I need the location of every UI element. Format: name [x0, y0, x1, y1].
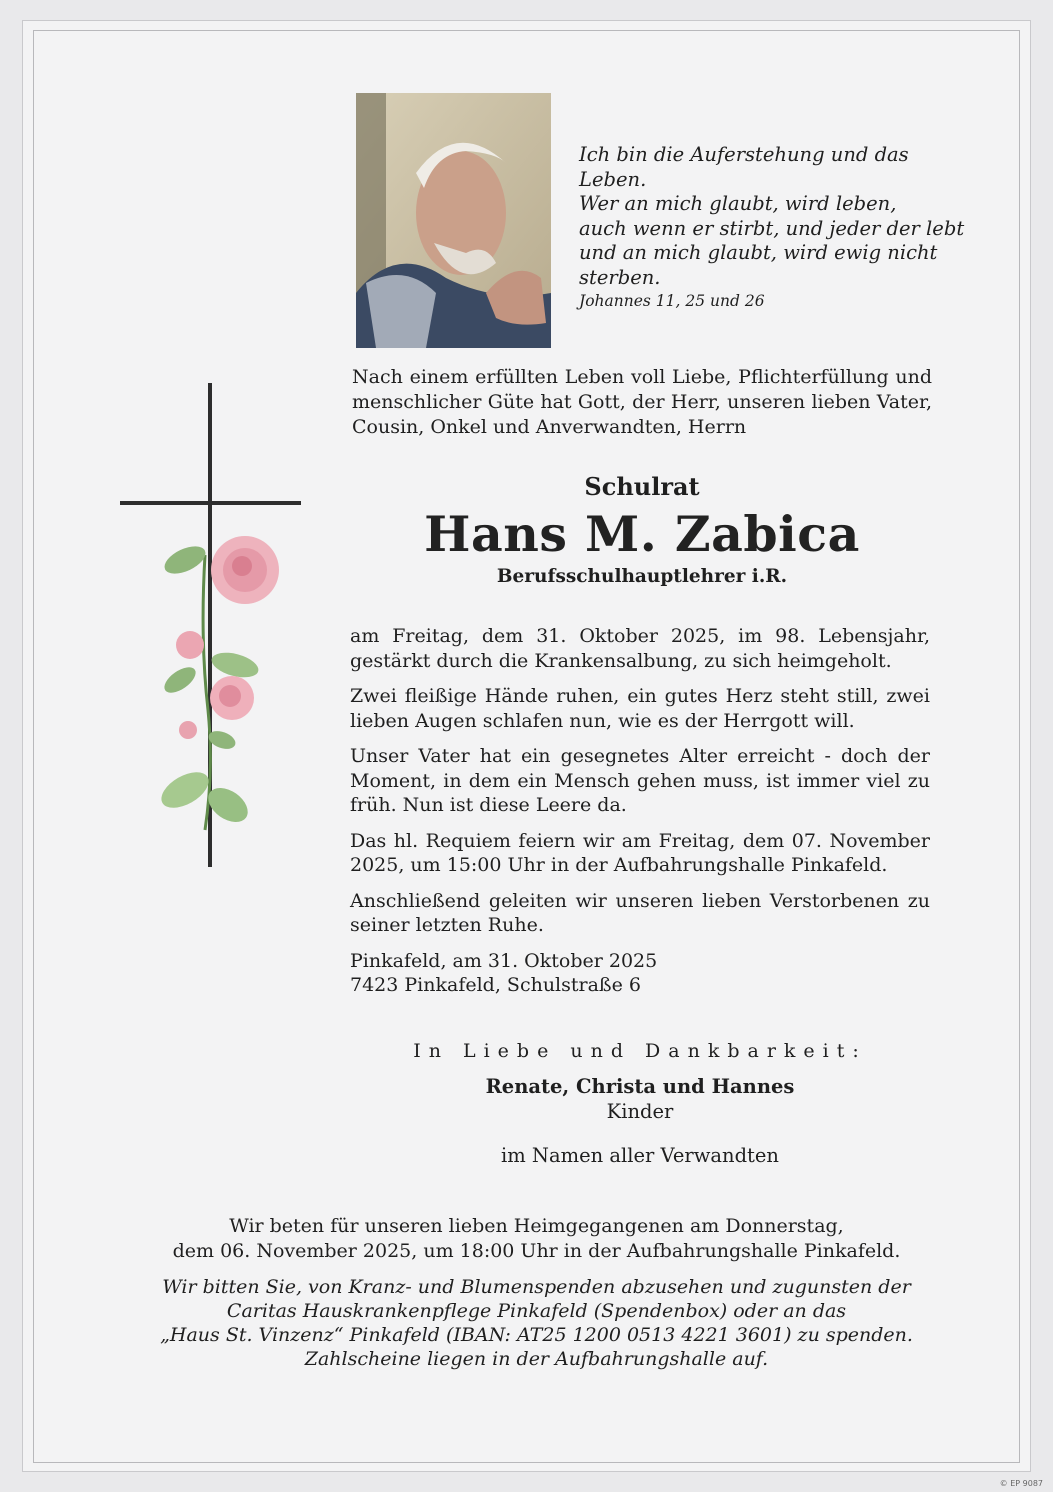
bible-verse: [579, 143, 979, 312]
body-paragraph: Unser Vater hat ein gesegnetes Alter erreicht - doch der Moment, in dem ein Mensch gehen muss, ist immer viel zu früh. Nun ist diese Leere da.: [350, 745, 930, 816]
cross-with-roses-icon: [110, 380, 310, 875]
verse-line: sterben.: [579, 265, 661, 289]
mourners-others: im Namen aller Verwandten: [500, 1144, 779, 1167]
donation-line: Caritas Hauskrankenpflege Pinkafeld (Spendenbox) oder an das: [226, 1300, 847, 1322]
deceased-name: Hans M. Zabica: [424, 505, 860, 563]
deceased-profession: Berufsschulhauptlehrer i.R.: [496, 566, 788, 587]
mourners-heading: In Liebe und Dankbarkeit:: [413, 1040, 867, 1062]
donation-line: „Haus St. Vinzenz“ Pinkafeld (IBAN: AT25 1200 0513 4221 3601) zu spenden.: [160, 1324, 913, 1346]
verse-line: und an mich glaubt, wird ewig nicht: [579, 241, 938, 264]
portrait-photo: [356, 93, 551, 348]
print-code: © EP 9087: [999, 1479, 1043, 1488]
donation-line: Zahlscheine liegen in der Aufbahrungshalle auf.: [304, 1348, 769, 1370]
body-paragraph: am Freitag, dem 31. Oktober 2025, im 98. Lebensjahr, gestärkt durch die Krankensalbung, zu sich heimgeholt.: [350, 625, 930, 672]
prayer-line: dem 06. November 2025, um 18:00 Uhr in der Aufbahrungshalle Pinkafeld.: [172, 1239, 901, 1262]
address: 7423 Pinkafeld, Schulstraße 6: [350, 974, 641, 996]
verse-line: auch wenn er stirbt, und jeder der lebt: [579, 216, 965, 240]
obituary-body: [350, 624, 930, 998]
verse-source: Johannes 11, 25 und 26: [579, 292, 765, 310]
body-paragraph: Anschließend geleiten wir unseren lieben Verstorbenen zu seiner letzten Ruhe.: [350, 889, 930, 936]
deceased-title: Schulrat: [584, 472, 700, 501]
donation-notice: [100, 1275, 973, 1371]
prayer-notice: [100, 1214, 973, 1263]
verse-line: Wer an mich glaubt, wird leben,: [579, 192, 897, 215]
verse-line: Ich bin die Auferstehung und das Leben.: [579, 143, 909, 191]
body-paragraph: Das hl. Requiem feiern wir am Freitag, dem 07. November 2025, um 15:00 Uhr in der Aufbahrungshalle Pinkafeld.: [350, 829, 930, 876]
donation-line: Wir bitten Sie, von Kranz- und Blumenspenden abzusehen und zugunsten der: [162, 1276, 911, 1298]
body-paragraph: Zwei fleißige Hände ruhen, ein gutes Herz steht still, zwei lieben Augen schlafen nun, wie es der Herrgott will.: [350, 685, 930, 732]
prayer-line: Wir beten für unseren lieben Heimgegangenen am Donnerstag,: [229, 1215, 844, 1237]
mourners-block: [360, 1075, 920, 1169]
mourners-names: Renate, Christa und Hannes: [485, 1075, 795, 1098]
mourners-relation: Kinder: [606, 1099, 674, 1123]
place-date: Pinkafeld, am 31. Oktober 2025: [350, 949, 658, 972]
intro-paragraph: Nach einem erfüllten Leben voll Liebe, Pflichterfüllung und menschlicher Güte hat Gott, der Herr, unseren lieben Vater, Cousin, Onkel und Anverwandten, Herrn: [352, 366, 932, 438]
